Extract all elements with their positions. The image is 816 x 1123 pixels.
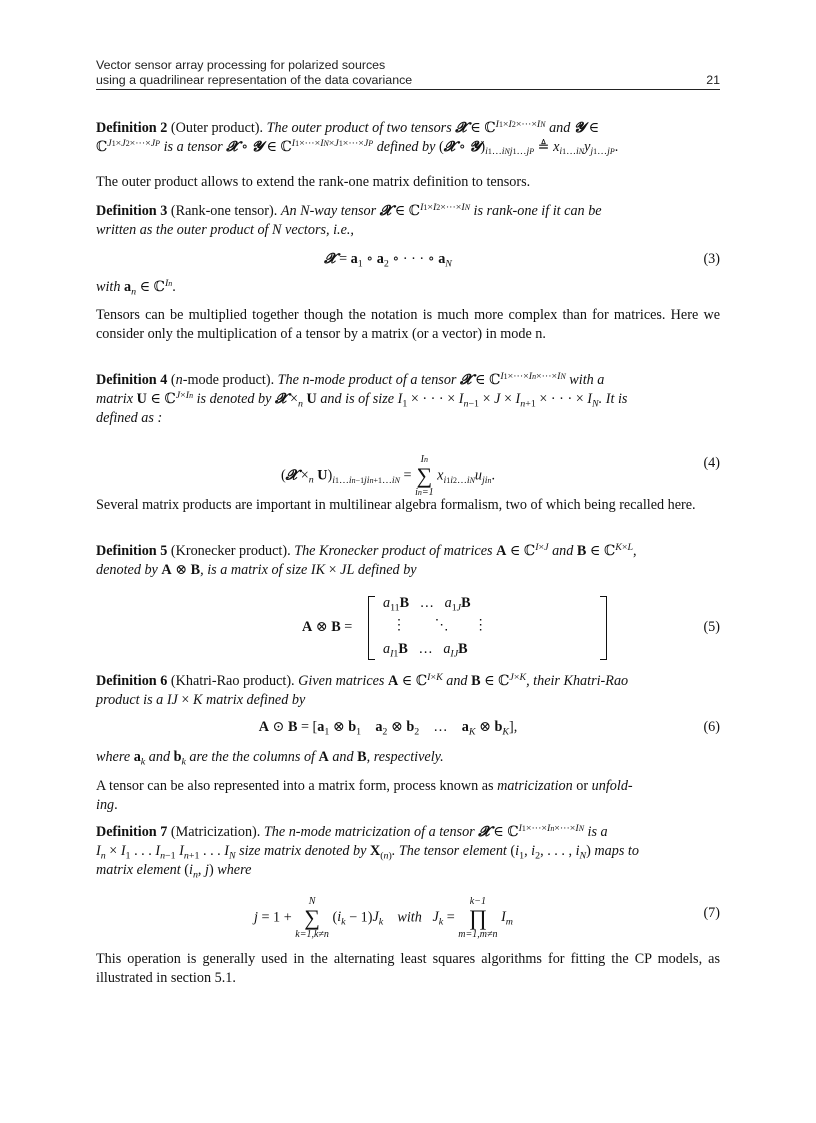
- def5-name: (Kronecker product).: [170, 543, 291, 559]
- def6-text2: , their Khatri-Rao: [526, 673, 629, 689]
- equation-7-number: (7): [703, 905, 720, 921]
- def6-where-clause: where $a_k$ and $b_k$ are the the columns of A and B, respectively.: [96, 749, 444, 768]
- paragraph-tensor-multiplication: Tensors can be multiplied together though the notation is much more complex than for matrices. Here we consider only the multiplication of a tensor by a matrix (or a vector) in mode n.: [96, 307, 720, 342]
- equation-5-lhs: A ⊗ B =: [302, 619, 353, 635]
- header-rule: [96, 89, 720, 90]
- paragraph-matricization: [96, 777, 720, 815]
- equation-5-number: (5): [703, 619, 720, 635]
- def4-text3: matrix: [96, 391, 134, 407]
- def5-math-size: IK × JL: [310, 562, 355, 578]
- matric-em1: matricization: [497, 778, 573, 794]
- definition-3: [96, 202, 720, 240]
- definition-4: Definition 4 (n-mode product). The n-mode product of a tensor 𝓧 ∈ ℂ$^{I1\times\cdot\cdot\cdot\times In\times\cdot\cdot\cdot\times IN}$ with a matrix U ∈ ℂ$^{J\times In}$ is denoted by 𝓧 $\times_n$ U and is of size $I_1$ × · · · × $I_{n-1} \times J \times I_{n+1}$ × · · · × $I_N$. It is defined as :: [96, 371, 628, 426]
- def2-text3: defined by: [376, 139, 436, 155]
- def3-with-clause: [96, 278, 720, 297]
- def7-math-size: $I_n \times I_1$ . . . $I_{n-1}$ $I_{n+1}$ . . . $I_N$: [96, 843, 236, 862]
- matrix-right-bracket: [600, 596, 607, 660]
- def5-math-kron: A ⊗ B: [161, 562, 201, 578]
- def4-text5: and is of size: [320, 391, 395, 407]
- def2-and: and: [549, 120, 571, 136]
- def4-math-size: $I_1$ × · · · × $I_{n-1} \times J \times I_{n+1}$ × · · · × $I_N$: [397, 391, 599, 410]
- equation-3-number: (3): [703, 251, 720, 267]
- matric-or: or: [576, 778, 589, 794]
- def6-text6: , respectively.: [366, 749, 444, 765]
- def4-text1: The n-mode product of a tensor: [277, 372, 457, 388]
- def3-with: with: [96, 279, 121, 295]
- def5-text4: defined by: [357, 562, 417, 578]
- def2-math-def: (𝓧 ∘ $𝓨)_{i1\dots iNj1\dots jP}$ ≜ $x_{i1\dots iN}y_{j1\dots jP}$.: [438, 139, 619, 158]
- equation-7-product: k−1 ∏ m=1,m≠n: [458, 896, 498, 940]
- def3-text3: written as the outer product of N vectors, i.e.,: [96, 222, 354, 238]
- def7-text5: maps to: [594, 843, 639, 859]
- def4-label: Definition 4: [96, 372, 168, 388]
- def5-text3: , is a matrix of size: [200, 562, 308, 578]
- equation-4: [96, 446, 720, 498]
- page-number: 21: [706, 73, 720, 87]
- def6-text5: are the the columns of: [189, 749, 315, 765]
- equation-4-number: (4): [703, 455, 720, 471]
- equation-7-body: j = 1 + N ∑ k=1,k≠n $(i_k - 1)J_k$ with $J_k$ = k−1 ∏ m=1,m≠n $I_m$: [254, 896, 513, 940]
- definition-5: [96, 542, 720, 580]
- def2-label: Definition 2: [96, 120, 168, 136]
- def2-math-y: 𝓨 ∈: [573, 120, 600, 136]
- equation-6-body: A ⊙ $B = [a_1$ ⊗ $b_1$ $a_2$ ⊗ $b_2$ … $a_K$ ⊗ $b_K$],: [258, 719, 518, 738]
- def2-name: (Outer product).: [170, 120, 264, 136]
- def2-math-y-space: ℂ$^{J1\times J2\times\cdot\cdot\cdot\times JP}$: [96, 138, 161, 155]
- def4-name: -mode product).: [182, 372, 275, 388]
- def3-math-an: $a_n$ ∈ ℂ$^{In}$.: [124, 278, 176, 298]
- definition-2: [96, 119, 720, 157]
- matric-end: .: [114, 797, 118, 813]
- def4-math-x: 𝓧 ∈ ℂ$^{I1\times\cdot\cdot\cdot\times In\times\cdot\cdot\cdot\times IN}$: [460, 371, 566, 388]
- def7-math-x: 𝓧 ∈ ℂ$^{I1\times\cdot\cdot\cdot\times In\times\cdot\cdot\cdot\times IN}$: [478, 823, 584, 840]
- paragraph-matrix-products: Several matrix products are important in multilinear algebra formalism, two of which being recalled here.: [96, 497, 696, 513]
- def6-math-a: A ∈ ℂ$^{I\times K}$: [388, 672, 443, 689]
- matrix-row-2: ⋮ ⋱ ⋮: [392, 617, 488, 633]
- running-header: [96, 58, 720, 88]
- def6-math-b: B ∈ ℂ$^{J\times K}$: [471, 672, 527, 689]
- equation-3-body: 𝓧 = $a_1$ ∘ $a_2$ ∘ · · · ∘ $a_N$: [324, 251, 452, 270]
- equation-4-sum: In ∑ in=1: [415, 454, 434, 498]
- def3-text1: An N-way tensor: [280, 203, 377, 219]
- def7-text4: . The tensor element: [391, 843, 507, 859]
- def7-math-matelem: ($i_n$, j): [184, 862, 214, 881]
- def4-text4: is denoted by: [196, 391, 272, 407]
- matric-em2: unfold-: [591, 778, 633, 794]
- def7-math-elem: ($i_1$, $i_2$, . . . , $i_N$): [510, 843, 591, 862]
- equation-4-body: (𝓧 $\times_n$ $U)_{i1\dots in-1jin+1\dots iN}$ = In ∑ in=1 $x_{i1i2\dots iN}u_{jin}$.: [280, 454, 496, 498]
- def6-math-size: IJ × K: [166, 692, 203, 708]
- def5-label: Definition 5: [96, 543, 168, 559]
- def2-math-x: 𝓧 ∈ ℂ$^{I1\times I2\times\cdot\cdot\cdot\times IN}$: [455, 119, 546, 136]
- def7-name: (Matricization).: [170, 824, 261, 840]
- def5-text2: denoted by: [96, 562, 158, 578]
- def6-name: (Khatri-Rao product).: [170, 673, 295, 689]
- equation-3: [96, 250, 720, 274]
- def6-and: and: [446, 673, 468, 689]
- definition-7: [96, 823, 720, 880]
- equation-7: [96, 896, 720, 940]
- header-title-line2: using a quadrilinear representation of the data covariance: [96, 73, 413, 87]
- def7-text3: size matrix denoted by: [239, 843, 367, 859]
- def4-math-prod: 𝓧 $\times_n$ U: [274, 391, 317, 410]
- def2-math-xy: 𝓧 ∘ 𝓨 ∈ ℂ$^{I1\times\cdot\cdot\cdot\times IN\times J1\times\cdot\cdot\cdot\times JP}$: [226, 138, 374, 155]
- def7-with: with: [397, 909, 422, 926]
- definition-6: [96, 672, 720, 710]
- matric-text1: A tensor can be also represented into a matrix form, process known as: [96, 778, 494, 794]
- def7-text6: matrix element: [96, 862, 181, 878]
- paragraph-outer-product: The outer product allows to extend the rank-one matrix definition to tensors.: [96, 174, 531, 190]
- def6-label: Definition 6: [96, 673, 168, 689]
- def5-and: and: [552, 543, 574, 559]
- def3-math-x: 𝓧 ∈ ℂ$^{I1\times I2\times\cdot\cdot\cdot\times IN}$: [379, 202, 470, 219]
- def6-text3: product is a: [96, 692, 164, 708]
- def6-and2: and: [148, 749, 171, 765]
- def2-text2: is a tensor: [163, 139, 223, 155]
- matrix-row-1: $a_{11}B$ … $a_{1J}B$: [383, 595, 471, 614]
- def5-text1: The Kronecker product of matrices: [294, 543, 493, 559]
- equation-5: [96, 592, 720, 664]
- def4-text2: with a: [569, 372, 605, 388]
- def7-text7: where: [217, 862, 252, 878]
- def4-text6: . It is: [598, 391, 628, 407]
- def7-text2: is a: [587, 824, 608, 840]
- header-title-line1: Vector sensor array processing for polarized sources: [96, 58, 386, 72]
- def2-text1: The outer product of two tensors: [266, 120, 452, 136]
- equation-7-sum: N ∑ k=1,k≠n: [295, 896, 329, 940]
- def6-where: where: [96, 749, 131, 765]
- def7-text1: The n-mode matricization of a tensor: [263, 824, 475, 840]
- def5-math-b: B ∈ ℂ$^{K\times L}$,: [576, 542, 637, 559]
- def4-text7: defined as :: [96, 410, 163, 426]
- def5-math-a: A ∈ ℂ$^{I\times J}$: [496, 542, 549, 559]
- equation-6-number: (6): [703, 719, 720, 735]
- def3-name: (Rank-one tensor).: [170, 203, 278, 219]
- def7-label: Definition 7: [96, 824, 168, 840]
- def3-label: Definition 3: [96, 203, 168, 219]
- equation-6: [96, 718, 720, 742]
- def3-text2: is rank-one if it can be: [473, 203, 602, 219]
- matric-em3: ing: [96, 797, 115, 813]
- matrix-row-3: $a_{I1}B$ … $a_{IJ}B$: [383, 641, 468, 660]
- def6-text4: matrix defined by: [205, 692, 306, 708]
- def7-math-xn: $X_{(n)}$: [369, 843, 392, 862]
- def6-text1: Given matrices: [298, 673, 385, 689]
- def4-math-u: U ∈ ℂ$^{J\times In}$: [136, 390, 194, 407]
- matrix-left-bracket: [368, 596, 375, 660]
- paragraph-final: This operation is generally used in the alternating least squares algorithms for fitting the CP models, as illustrated in section 5.1.: [96, 951, 720, 986]
